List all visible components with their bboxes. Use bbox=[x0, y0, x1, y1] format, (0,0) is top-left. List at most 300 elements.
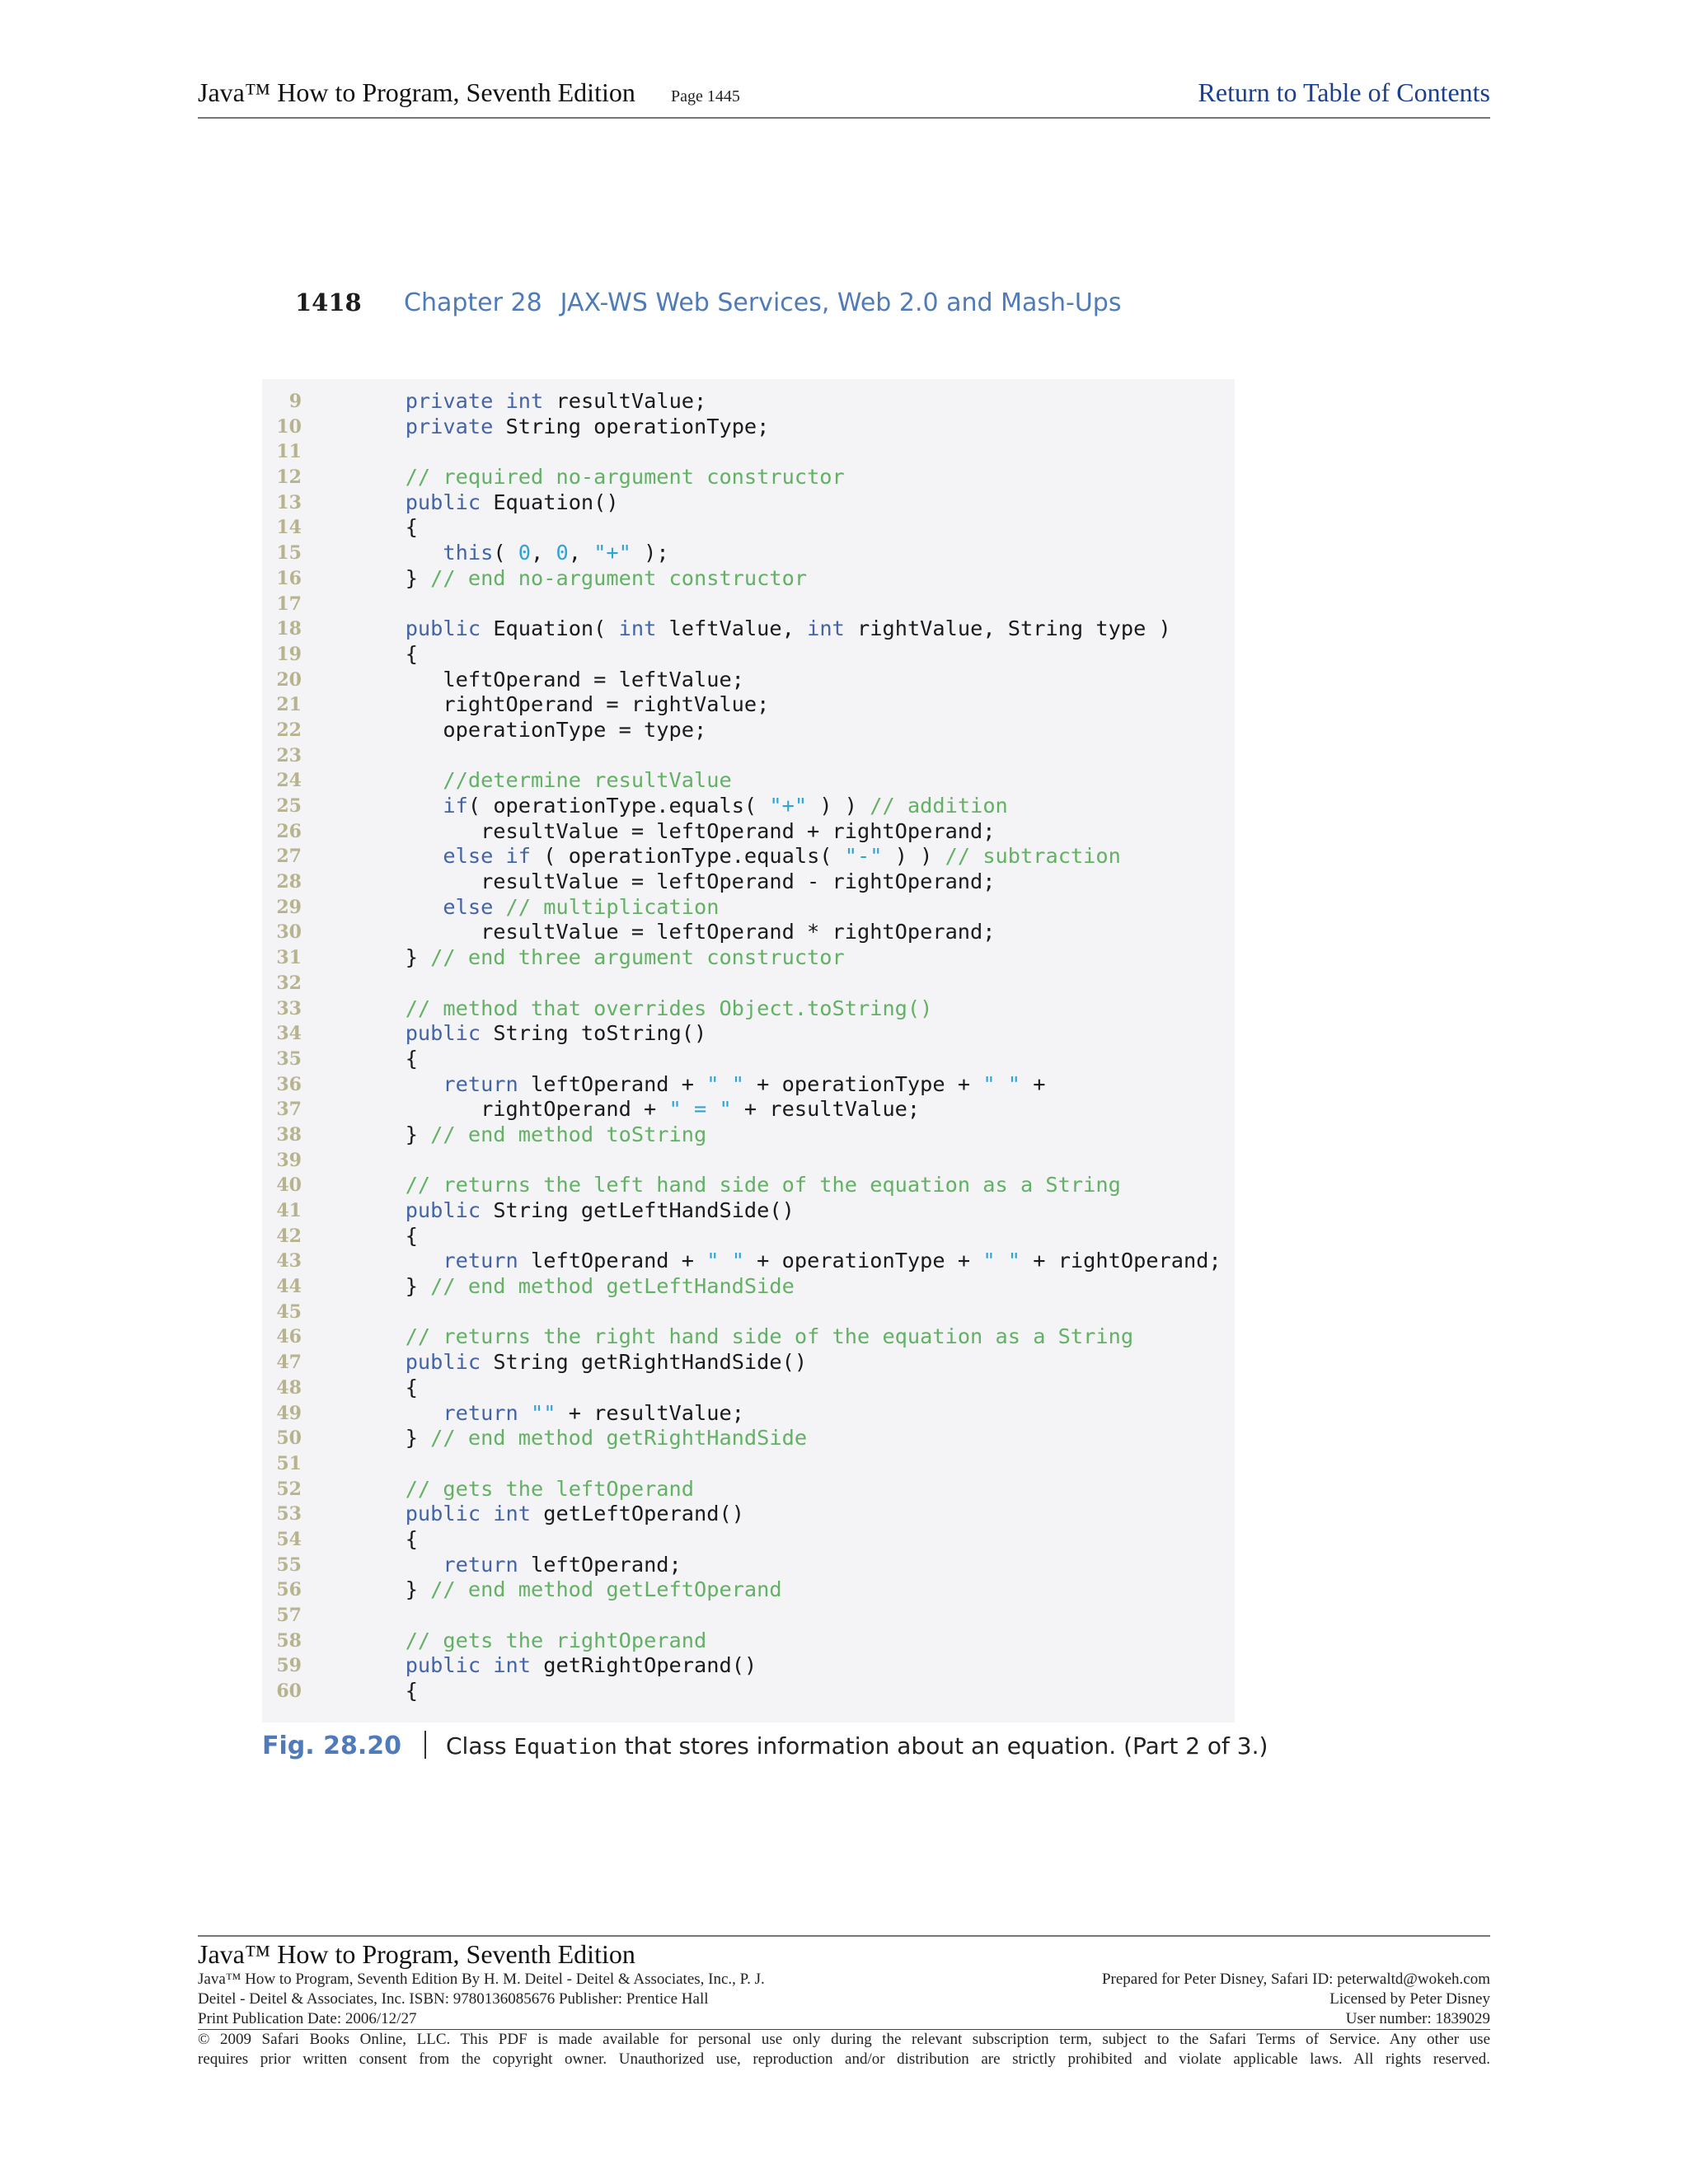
code-line bbox=[262, 768, 1235, 794]
code-text bbox=[368, 616, 406, 640]
code-text bbox=[368, 1173, 406, 1197]
code-line bbox=[262, 1629, 1235, 1654]
line-number: 41 bbox=[276, 1200, 302, 1221]
code-line bbox=[262, 1451, 1235, 1477]
code-text bbox=[368, 1072, 443, 1096]
pdf-page-number: Page 1445 bbox=[671, 87, 740, 105]
code-keyword: return bbox=[443, 1071, 518, 1096]
code-text bbox=[368, 844, 443, 868]
code-keyword: private bbox=[405, 389, 494, 413]
code-text: ); bbox=[631, 541, 669, 565]
code-comment: // end three argument constructor bbox=[430, 945, 845, 970]
code-line bbox=[262, 541, 1235, 566]
footer-row bbox=[198, 2009, 1490, 2030]
line-number: 40 bbox=[276, 1174, 302, 1197]
line-number: 16 bbox=[276, 567, 302, 589]
code-text: } bbox=[368, 1577, 431, 1602]
book-title: Java™ How to Program, Seventh Edition bbox=[198, 77, 635, 107]
line-code bbox=[368, 515, 418, 541]
footer-isbn: Deitel - Deitel & Associates, Inc. ISBN: 9780136085676 Publisher: Prentice Hall bbox=[198, 1990, 709, 2008]
caption-separator bbox=[424, 1731, 426, 1759]
code-comment: // subtraction bbox=[945, 844, 1121, 869]
code-line bbox=[262, 718, 1235, 743]
line-number: 38 bbox=[276, 1123, 302, 1146]
footer-copyright-continued: requires prior written consent from the copyright owner. Unauthorized use, reproduction and/or distribution are strictly prohibited and violate applicable laws. All rights reserved. bbox=[198, 2050, 1490, 2068]
figure-label: Fig. 28.20 bbox=[262, 1732, 401, 1760]
line-number: 9 bbox=[288, 391, 302, 412]
code-keyword: return bbox=[443, 1400, 518, 1425]
line-code bbox=[368, 616, 1171, 642]
code-line bbox=[262, 1324, 1235, 1350]
code-comment: // returns the right hand side of the equation as a String bbox=[405, 1324, 1134, 1349]
line-number: 55 bbox=[276, 1554, 302, 1576]
line-number: 42 bbox=[276, 1225, 302, 1247]
code-keyword: int bbox=[807, 616, 845, 641]
code-text: resultValue; bbox=[543, 389, 707, 413]
caption-text: Class bbox=[445, 1732, 514, 1760]
line-number: 30 bbox=[276, 921, 302, 944]
line-code bbox=[368, 768, 732, 794]
return-to-toc-link[interactable]: Return to Table of Contents bbox=[1198, 77, 1490, 107]
code-line bbox=[262, 1173, 1235, 1198]
line-code bbox=[368, 819, 996, 845]
line-number: 15 bbox=[276, 542, 302, 565]
code-text: + rightOperand; bbox=[1020, 1249, 1221, 1273]
code-text: operationType = type; bbox=[368, 717, 707, 742]
code-line bbox=[262, 1426, 1235, 1451]
caption-text-rest: that stores information about an equation. (Part 2 of 3.) bbox=[617, 1732, 1268, 1760]
code-line bbox=[262, 1148, 1235, 1174]
line-number: 14 bbox=[276, 517, 302, 539]
line-number: 18 bbox=[276, 618, 302, 640]
line-number: 28 bbox=[276, 871, 302, 893]
line-code bbox=[368, 692, 769, 718]
code-string: "+" bbox=[769, 794, 808, 818]
code-number: 0 bbox=[556, 541, 569, 565]
line-code bbox=[368, 895, 719, 921]
code-text bbox=[368, 1021, 406, 1045]
code-line bbox=[262, 869, 1235, 895]
code-comment: // end method getLeftHandSide bbox=[430, 1274, 795, 1299]
line-number: 52 bbox=[276, 1478, 302, 1500]
line-number: 53 bbox=[276, 1503, 302, 1526]
footer-copyright: © 2009 Safari Books Online, LLC. This PDF is made available for personal use only during the relevant subscription term, subject to the Safari Terms of Service. Any other use bbox=[198, 2031, 1490, 2048]
line-code bbox=[368, 566, 807, 592]
code-comment: // gets the rightOperand bbox=[405, 1628, 707, 1652]
code-text bbox=[368, 465, 406, 489]
code-text: ( operationType.equals( bbox=[467, 794, 770, 818]
code-text: Equation( bbox=[481, 616, 619, 641]
code-text: getRightOperand() bbox=[531, 1653, 757, 1678]
code-text bbox=[368, 996, 406, 1020]
code-line bbox=[262, 1300, 1235, 1325]
line-code bbox=[368, 1553, 682, 1578]
code-keyword: private bbox=[405, 414, 494, 438]
line-code bbox=[368, 1376, 418, 1401]
code-text bbox=[368, 1401, 443, 1425]
code-line bbox=[262, 844, 1235, 869]
line-code bbox=[368, 1679, 418, 1704]
code-line bbox=[262, 692, 1235, 718]
code-text: getLeftOperand() bbox=[531, 1502, 744, 1526]
code-comment: // end method toString bbox=[430, 1122, 707, 1146]
line-number: 20 bbox=[276, 668, 302, 691]
code-line bbox=[262, 1122, 1235, 1148]
line-number: 50 bbox=[276, 1427, 302, 1450]
code-string: "-" bbox=[844, 844, 883, 869]
code-keyword: public bbox=[405, 490, 481, 514]
code-line bbox=[262, 1553, 1235, 1578]
footer-row bbox=[198, 1990, 1490, 2009]
code-line bbox=[262, 1401, 1235, 1427]
line-code bbox=[368, 869, 996, 895]
line-code bbox=[368, 1477, 694, 1502]
code-comment: // addition bbox=[870, 794, 1008, 818]
footer-book-title: Java™ How to Program, Seventh Edition bbox=[198, 1939, 635, 1969]
code-line bbox=[262, 1350, 1235, 1376]
code-text: ) ) bbox=[882, 844, 945, 869]
code-text: + operationType + bbox=[743, 1249, 983, 1273]
code-text: + resultValue; bbox=[556, 1400, 744, 1425]
code-keyword: public bbox=[405, 1350, 481, 1375]
code-text bbox=[368, 768, 443, 792]
code-line bbox=[262, 1502, 1235, 1527]
code-text: { bbox=[368, 1375, 418, 1399]
code-line bbox=[262, 1527, 1235, 1553]
code-text: ( bbox=[493, 541, 518, 565]
code-comment: //determine resultValue bbox=[443, 768, 732, 793]
code-line bbox=[262, 895, 1235, 921]
code-keyword: if bbox=[443, 794, 468, 818]
code-text: { bbox=[368, 1679, 418, 1704]
line-code bbox=[368, 1401, 744, 1427]
line-number: 35 bbox=[276, 1047, 302, 1070]
code-text bbox=[368, 415, 406, 438]
line-number: 17 bbox=[276, 593, 302, 615]
code-keyword: this bbox=[443, 541, 494, 565]
line-number: 24 bbox=[276, 770, 302, 792]
line-number: 54 bbox=[276, 1528, 302, 1550]
line-code bbox=[368, 642, 418, 668]
code-keyword: int bbox=[618, 616, 657, 641]
line-number: 31 bbox=[276, 947, 302, 969]
line-number: 46 bbox=[276, 1326, 302, 1348]
line-code bbox=[368, 1249, 1221, 1274]
line-code bbox=[368, 1426, 807, 1451]
code-text bbox=[368, 895, 443, 919]
code-comment: // returns the left hand side of the equation as a String bbox=[405, 1173, 1121, 1197]
chapter-header bbox=[295, 288, 1121, 325]
code-text: { bbox=[368, 1223, 418, 1248]
code-line bbox=[262, 1274, 1235, 1300]
code-comment: // end method getLeftOperand bbox=[430, 1577, 782, 1602]
line-code bbox=[368, 1198, 795, 1224]
line-number: 43 bbox=[276, 1250, 302, 1272]
code-keyword: public bbox=[405, 1502, 481, 1526]
page-footer bbox=[198, 1935, 1490, 2069]
line-number: 21 bbox=[276, 694, 302, 716]
code-string: "" bbox=[531, 1400, 556, 1425]
line-code bbox=[368, 718, 706, 743]
code-text: String getRightHandSide() bbox=[481, 1350, 808, 1375]
code-text bbox=[493, 895, 505, 919]
code-line bbox=[262, 1653, 1235, 1679]
code-line bbox=[262, 389, 1235, 415]
code-keyword: return bbox=[443, 1249, 518, 1273]
footer-row bbox=[198, 1970, 1490, 1990]
line-code bbox=[368, 1173, 1121, 1198]
line-code bbox=[368, 465, 845, 490]
line-number: 48 bbox=[276, 1376, 302, 1399]
line-code bbox=[368, 389, 706, 415]
line-number: 44 bbox=[276, 1276, 302, 1298]
line-number: 58 bbox=[276, 1629, 302, 1652]
line-code bbox=[368, 1350, 807, 1376]
line-number: 33 bbox=[276, 997, 302, 1019]
line-code bbox=[368, 1653, 757, 1679]
code-line bbox=[262, 945, 1235, 971]
figure-caption bbox=[262, 1731, 1268, 1767]
code-text: Equation() bbox=[481, 490, 619, 514]
code-text bbox=[518, 1401, 531, 1425]
code-line bbox=[262, 439, 1235, 465]
code-text: ) ) bbox=[807, 794, 870, 818]
line-code bbox=[368, 1021, 706, 1047]
code-line bbox=[262, 515, 1235, 541]
line-number: 59 bbox=[276, 1655, 302, 1677]
code-line bbox=[262, 819, 1235, 845]
code-text: , bbox=[568, 541, 594, 565]
code-text: + operationType + bbox=[743, 1071, 983, 1096]
line-number: 26 bbox=[276, 820, 302, 842]
code-line bbox=[262, 1072, 1235, 1098]
code-text: } bbox=[368, 1274, 431, 1299]
code-line bbox=[262, 592, 1235, 617]
code-keyword: return bbox=[443, 1552, 518, 1577]
line-number: 47 bbox=[276, 1352, 302, 1374]
code-text bbox=[368, 490, 406, 514]
code-line bbox=[262, 415, 1235, 440]
code-text bbox=[368, 1324, 406, 1348]
code-keyword: else bbox=[443, 894, 494, 919]
line-code bbox=[368, 920, 996, 945]
code-line bbox=[262, 1097, 1235, 1122]
code-text: } bbox=[368, 1122, 431, 1146]
code-text: String toString() bbox=[481, 1021, 707, 1046]
footer-authors: Java™ How to Program, Seventh Edition By H. M. Deitel - Deitel & Associates, Inc., P. J. bbox=[198, 1971, 765, 1988]
code-line bbox=[262, 642, 1235, 668]
code-text bbox=[481, 1502, 493, 1526]
line-code bbox=[368, 1502, 744, 1527]
code-text bbox=[368, 1553, 443, 1577]
code-line bbox=[262, 1021, 1235, 1047]
code-string: " " bbox=[706, 1249, 744, 1273]
printed-page-number: 1418 bbox=[295, 288, 362, 316]
code-text: String getLeftHandSide() bbox=[481, 1198, 795, 1222]
code-text: leftOperand; bbox=[518, 1552, 682, 1577]
page-header bbox=[198, 74, 1490, 119]
code-line bbox=[262, 1603, 1235, 1629]
code-text: { bbox=[368, 1526, 418, 1551]
line-code bbox=[368, 945, 845, 971]
line-code bbox=[368, 1122, 706, 1148]
code-line bbox=[262, 1477, 1235, 1502]
code-text bbox=[368, 1629, 406, 1652]
line-number: 25 bbox=[276, 795, 302, 817]
line-number: 22 bbox=[276, 719, 302, 741]
line-code bbox=[368, 668, 744, 693]
line-number: 12 bbox=[276, 466, 302, 489]
line-code bbox=[368, 1527, 418, 1553]
line-code bbox=[368, 996, 932, 1022]
line-number: 11 bbox=[276, 441, 302, 463]
code-line bbox=[262, 566, 1235, 592]
code-keyword: int bbox=[493, 1653, 532, 1678]
code-text: } bbox=[368, 945, 431, 970]
code-line bbox=[262, 971, 1235, 996]
line-number: 60 bbox=[276, 1680, 302, 1703]
code-keyword: else if bbox=[443, 844, 532, 869]
code-text bbox=[368, 1350, 406, 1374]
code-line bbox=[262, 1376, 1235, 1401]
code-keyword: public bbox=[405, 1021, 481, 1046]
code-line bbox=[262, 616, 1235, 642]
code-comment: // method that overrides Object.toString() bbox=[405, 996, 933, 1020]
line-number: 51 bbox=[276, 1452, 302, 1474]
code-line bbox=[262, 465, 1235, 490]
line-code bbox=[368, 1274, 795, 1300]
code-line bbox=[262, 996, 1235, 1022]
code-keyword: public bbox=[405, 1653, 481, 1678]
line-number: 49 bbox=[276, 1402, 302, 1424]
line-number: 13 bbox=[276, 491, 302, 513]
code-line bbox=[262, 920, 1235, 945]
line-code bbox=[368, 1629, 706, 1654]
footer-prepared-for: Prepared for Peter Disney, Safari ID: peterwaltd@wokeh.com bbox=[1101, 1971, 1490, 1988]
code-text bbox=[368, 1502, 406, 1526]
line-code bbox=[368, 844, 1121, 869]
code-keyword: int bbox=[505, 389, 544, 413]
code-text: } bbox=[368, 1426, 431, 1451]
footer-user-number: User number: 1839029 bbox=[1345, 2010, 1490, 2027]
line-number: 36 bbox=[276, 1073, 302, 1095]
line-code bbox=[368, 415, 769, 440]
code-string: " " bbox=[982, 1249, 1021, 1273]
caption-code-term: Equation bbox=[513, 1735, 617, 1760]
code-line bbox=[262, 743, 1235, 769]
code-text bbox=[368, 1198, 406, 1222]
code-text bbox=[481, 1653, 493, 1677]
code-line bbox=[262, 1679, 1235, 1704]
code-text: + bbox=[1020, 1071, 1046, 1096]
line-number: 37 bbox=[276, 1099, 302, 1121]
code-text bbox=[368, 1477, 406, 1501]
code-text: , bbox=[531, 541, 556, 565]
line-number: 34 bbox=[276, 1023, 302, 1045]
line-code bbox=[368, 541, 669, 566]
line-code bbox=[368, 1224, 418, 1249]
code-text bbox=[368, 1249, 443, 1272]
line-code bbox=[368, 1047, 418, 1072]
line-number: 23 bbox=[276, 744, 302, 766]
code-text bbox=[368, 1653, 406, 1677]
code-comment: // multiplication bbox=[505, 894, 720, 919]
code-line bbox=[262, 794, 1235, 819]
line-code bbox=[368, 490, 619, 516]
code-line bbox=[262, 1198, 1235, 1224]
line-number: 45 bbox=[276, 1301, 302, 1323]
code-text: resultValue = leftOperand + rightOperand; bbox=[368, 818, 996, 843]
line-code bbox=[368, 794, 1008, 819]
line-number: 27 bbox=[276, 846, 302, 868]
code-string: "+" bbox=[593, 541, 631, 565]
line-code bbox=[368, 1577, 782, 1603]
code-line bbox=[262, 668, 1235, 693]
line-number: 56 bbox=[276, 1579, 302, 1601]
code-text: } bbox=[368, 565, 431, 590]
line-code bbox=[368, 1324, 1133, 1350]
code-text: leftOperand + bbox=[518, 1071, 707, 1096]
chapter-title: JAX-WS Web Services, Web 2.0 and Mash-Ups bbox=[560, 288, 1122, 317]
line-number: 32 bbox=[276, 972, 302, 994]
footer-publication-date: Print Publication Date: 2006/12/27 bbox=[198, 2010, 417, 2027]
code-text: { bbox=[368, 515, 418, 540]
code-text: rightOperand + bbox=[368, 1097, 669, 1122]
code-text: leftOperand = leftValue; bbox=[368, 667, 744, 691]
code-text bbox=[493, 389, 505, 413]
code-comment: // end method getRightHandSide bbox=[430, 1426, 808, 1451]
code-text bbox=[368, 389, 406, 413]
code-line bbox=[262, 490, 1235, 516]
code-text: resultValue = leftOperand - rightOperand; bbox=[368, 869, 996, 894]
code-listing bbox=[262, 379, 1235, 1722]
code-text: rightValue, String type ) bbox=[844, 616, 1171, 641]
code-string: " " bbox=[706, 1071, 744, 1096]
code-text bbox=[368, 541, 443, 565]
footer-license: Licensed by Peter Disney bbox=[1329, 1990, 1490, 2008]
code-lines bbox=[262, 389, 1235, 1704]
line-number: 29 bbox=[276, 896, 302, 918]
code-line bbox=[262, 1224, 1235, 1249]
code-comment: // required no-argument constructor bbox=[405, 465, 845, 490]
code-text: resultValue = leftOperand * rightOperand; bbox=[368, 920, 996, 944]
code-keyword: public bbox=[405, 1198, 481, 1222]
code-keyword: int bbox=[493, 1502, 532, 1526]
code-text: { bbox=[368, 1046, 418, 1071]
code-number: 0 bbox=[518, 541, 532, 565]
chapter-label: Chapter 28 bbox=[404, 288, 542, 317]
code-keyword: public bbox=[405, 616, 481, 641]
code-text bbox=[368, 794, 443, 818]
line-number: 10 bbox=[276, 415, 302, 438]
code-text: ( operationType.equals( bbox=[531, 844, 845, 869]
line-code bbox=[368, 1072, 1045, 1098]
code-text: rightOperand = rightValue; bbox=[368, 692, 770, 717]
line-code bbox=[368, 1097, 920, 1122]
code-line bbox=[262, 1047, 1235, 1072]
code-text: String operationType; bbox=[493, 414, 770, 438]
code-string: " = " bbox=[668, 1097, 732, 1122]
code-text: { bbox=[368, 641, 418, 666]
code-comment: // end no-argument constructor bbox=[430, 565, 808, 590]
line-number: 39 bbox=[276, 1149, 302, 1171]
code-string: " " bbox=[982, 1071, 1021, 1096]
code-text: leftOperand + bbox=[518, 1249, 707, 1273]
code-text: leftValue, bbox=[656, 616, 808, 641]
line-number: 19 bbox=[276, 643, 302, 665]
code-line bbox=[262, 1249, 1235, 1274]
line-number: 57 bbox=[276, 1605, 302, 1626]
